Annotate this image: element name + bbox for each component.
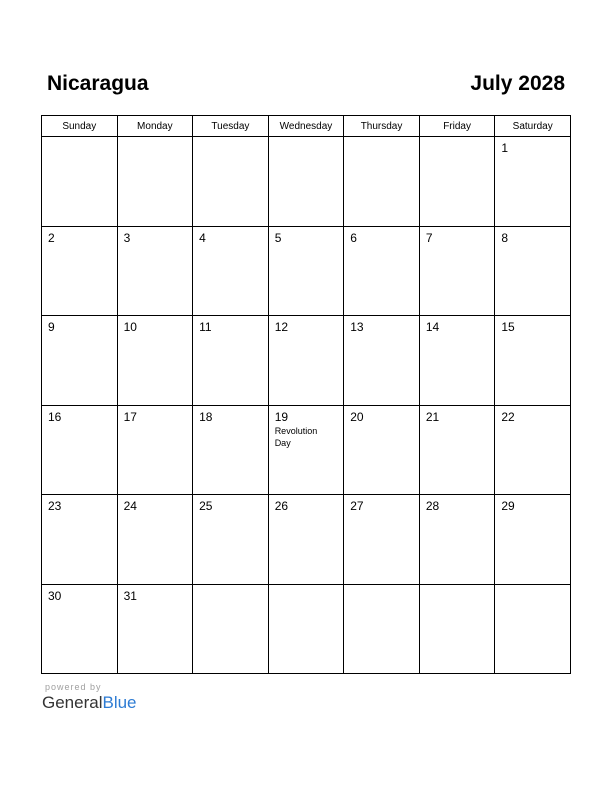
day-cell [42,495,118,585]
day-cell [117,584,193,674]
day-number: 26 [274,499,289,513]
day-cell [495,316,571,406]
day-cell [117,226,193,316]
day-number: 14 [425,320,440,334]
day-cell [42,405,118,495]
day-cell [193,226,269,316]
day-cell [495,226,571,316]
day-number: 4 [199,230,206,245]
weekday-header: Monday [117,116,193,137]
brand-general-text: General [42,693,103,712]
day-cell [193,316,269,406]
calendar-week-row [42,226,571,316]
weekday-header: Wednesday [268,116,344,137]
empty-day-cell [419,584,495,674]
day-cell [268,495,344,585]
day-number: 3 [123,230,131,245]
day-number: 18 [199,409,213,424]
country-title: Nicaragua [47,72,149,95]
day-cell [42,584,118,674]
day-cell [495,495,571,585]
weekday-header: Sunday [42,116,118,137]
day-cell [117,316,193,406]
generalblue-logo [42,693,137,713]
day-number: 19 [274,409,289,424]
day-cell [268,316,344,406]
empty-day-cell [193,584,269,674]
empty-day-cell [344,584,420,674]
day-number: 11 [199,320,212,334]
day-number: 30 [48,588,62,603]
weekday-header: Thursday [344,116,420,137]
day-number: 25 [199,499,213,513]
day-cell [117,405,193,495]
empty-day-cell [268,584,344,674]
day-cell [193,405,269,495]
calendar-week-row [42,405,571,495]
day-number: 28 [425,499,440,513]
day-number: 12 [274,320,289,334]
day-cell [419,226,495,316]
calendar-week-row [42,584,571,674]
day-cell [344,405,420,495]
day-number: 21 [425,409,440,424]
empty-day-cell [268,137,344,227]
day-number: 5 [274,230,282,245]
day-number: 27 [350,499,364,513]
day-cell [419,316,495,406]
day-number: 31 [123,588,137,603]
day-cell [344,316,420,406]
empty-day-cell [117,137,193,227]
day-number: 22 [501,409,515,424]
day-number: 7 [425,230,433,245]
day-number: 8 [501,230,509,245]
day-cell [419,495,495,585]
powered-by-label: powered by [45,682,102,692]
day-number: 17 [123,409,137,424]
day-number: 16 [48,409,62,424]
month-title: July 2028 [470,72,565,95]
day-number: 1 [501,141,509,155]
day-number: 23 [48,499,62,513]
day-cell [268,405,344,495]
day-number: 6 [350,230,357,245]
empty-day-cell [42,137,118,227]
day-cell [193,495,269,585]
day-number: 13 [350,320,364,334]
day-number: 29 [501,499,515,513]
brand-blue-text: Blue [102,693,137,712]
calendar-week-row [42,495,571,585]
day-cell [117,495,193,585]
empty-day-cell [419,137,495,227]
empty-day-cell [193,137,269,227]
day-number: 10 [123,320,137,334]
day-number: 20 [350,409,364,424]
calendar-week-row [42,137,571,227]
day-cell [495,405,571,495]
calendar-week-row [42,316,571,406]
weekday-header-row [42,116,571,137]
day-cell [344,495,420,585]
day-cell [495,137,571,227]
day-number: 24 [123,499,137,513]
day-cell [42,226,118,316]
weekday-header: Saturday [495,116,571,137]
weekday-header: Tuesday [193,116,269,137]
day-cell [268,226,344,316]
day-number: 2 [48,230,55,245]
day-cell [344,226,420,316]
calendar-grid [41,115,571,674]
holiday-label: Revolution Day [274,425,318,448]
day-number: 15 [501,320,515,334]
day-cell [419,405,495,495]
day-number: 9 [48,320,55,334]
weekday-header: Friday [419,116,495,137]
empty-day-cell [344,137,420,227]
empty-day-cell [495,584,571,674]
day-cell [42,316,118,406]
